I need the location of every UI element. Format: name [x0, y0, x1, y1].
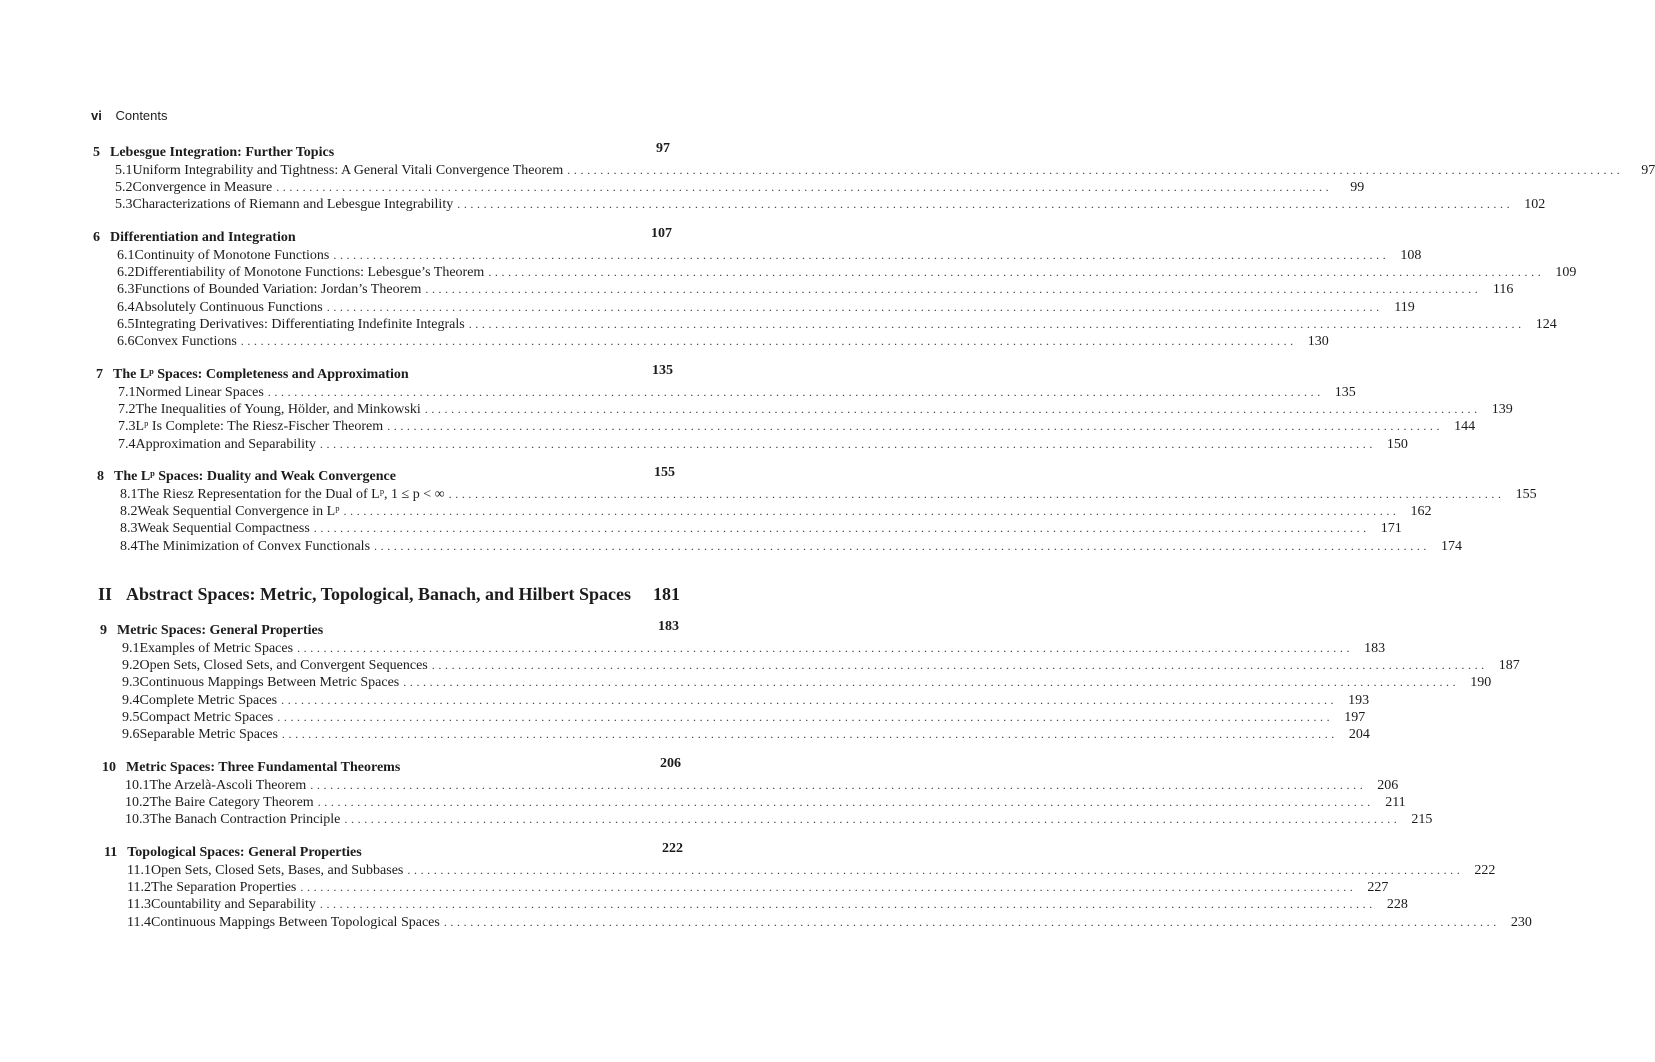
- section-title: The Banach Contraction Principle: [150, 812, 345, 828]
- section-number: 11.2: [127, 880, 151, 896]
- dot-leader: ................................................................................................................................................................: [319, 436, 1376, 451]
- section-number: 5.3: [115, 197, 133, 213]
- section-title: Normed Linear Spaces: [136, 385, 268, 401]
- dot-leader: ................................................................................................................................................................: [310, 778, 1367, 792]
- toc-entry[interactable]: [118, 419, 1476, 437]
- chapter-title-text: The Lᵖ Spaces: Duality and Weak Convergence: [114, 469, 396, 484]
- chapter-page: 183: [658, 619, 679, 634]
- chapter-title-text: Topological Spaces: General Properties: [127, 845, 362, 860]
- toc-entry[interactable]: [122, 641, 1386, 659]
- toc-entry[interactable]: [122, 675, 1492, 693]
- section-number: 9.5: [122, 709, 140, 725]
- dot-leader: ................................................................................................................................................................: [240, 334, 1297, 348]
- dot-leader: ................................................................................................................................................................: [297, 641, 1354, 655]
- chapter-number: 5: [93, 145, 100, 160]
- chapter-title: [96, 367, 409, 383]
- section-title: Convex Functions: [135, 334, 241, 350]
- section-page: 124: [1535, 316, 1557, 332]
- section-page: 211: [1385, 795, 1406, 811]
- chapter-number: 8: [97, 469, 104, 484]
- toc-entry[interactable]: [117, 282, 1514, 300]
- toc-entry[interactable]: [117, 334, 1329, 352]
- toc-entry[interactable]: [127, 897, 1408, 915]
- toc-entry[interactable]: [127, 914, 1532, 933]
- chapter-number: 7: [96, 367, 103, 382]
- section-number: 9.6: [122, 727, 140, 742]
- dot-leader: ................................................................................................................................................................: [276, 180, 1333, 195]
- section-number: 10.3: [125, 812, 150, 828]
- section-title: Continuous Mappings Between Metric Spaces: [140, 675, 404, 691]
- dot-leader: ................................................................................................................................................................: [443, 914, 1500, 929]
- chapter-title: [100, 623, 323, 639]
- section-page: 102: [1524, 197, 1546, 213]
- section-number: 5.1: [115, 163, 133, 178]
- part-title: Abstract Spaces: Metric, Topological, Banach, and Hilbert Spaces: [126, 584, 632, 604]
- section-title: Countability and Separability: [151, 897, 320, 913]
- section-title: Integrating Derivatives: Differentiating Indefinite Integrals: [135, 317, 469, 333]
- dot-leader: ................................................................................................................................................................: [281, 727, 1338, 741]
- section-page: 183: [1364, 641, 1386, 656]
- section-page: 190: [1470, 675, 1492, 691]
- section-page: 108: [1400, 248, 1422, 263]
- section-title: Convergence in Measure: [133, 180, 277, 196]
- section-number: 6.2: [117, 265, 135, 281]
- section-page: 227: [1367, 880, 1389, 896]
- dot-leader: ................................................................................................................................................................: [281, 692, 1338, 707]
- dot-leader: ................................................................................................................................................................: [387, 419, 1444, 434]
- section-title: Examples of Metric Spaces: [140, 641, 298, 657]
- chapter-title: [93, 230, 296, 246]
- section-page: 162: [1410, 504, 1432, 520]
- part-number: II: [98, 584, 113, 604]
- section-page: 155: [1515, 487, 1537, 502]
- dot-leader: ................................................................................................................................................................: [468, 316, 1525, 331]
- section-number: 7.1: [118, 385, 136, 400]
- section-title: Weak Sequential Compactness: [138, 521, 314, 537]
- toc-entry[interactable]: [122, 727, 1370, 745]
- section-page: 230: [1510, 914, 1532, 930]
- dot-leader: ................................................................................................................................................................: [300, 880, 1357, 895]
- section-number: 10.2: [125, 795, 150, 811]
- section-page: 116: [1492, 282, 1514, 298]
- section-title: Approximation and Separability: [136, 437, 320, 453]
- chapter-page: 135: [652, 363, 673, 378]
- chapter-page: 97: [656, 141, 670, 156]
- dot-leader: ................................................................................................................................................................: [326, 299, 1383, 314]
- chapter-page: 107: [651, 226, 672, 241]
- section-title: The Minimization of Convex Functionals: [138, 539, 375, 555]
- section-number: 9.4: [122, 692, 140, 708]
- chapter-title-text: Metric Spaces: General Properties: [117, 623, 324, 638]
- dot-leader: ................................................................................................................................................................: [425, 282, 1482, 297]
- section-page: 197: [1344, 709, 1366, 725]
- section-number: 6.1: [117, 248, 135, 263]
- chapter-page: 206: [660, 756, 681, 771]
- section-title: Compact Metric Spaces: [140, 710, 278, 726]
- section-title: Absolutely Continuous Functions: [135, 300, 327, 316]
- section-page: 139: [1491, 402, 1513, 418]
- dot-leader: ................................................................................................................................................................: [567, 163, 1624, 177]
- dot-leader: ................................................................................................................................................................: [431, 658, 1488, 673]
- toc-entry[interactable]: [118, 436, 1408, 455]
- section-number: 9.2: [122, 658, 140, 674]
- toc-entry[interactable]: [117, 248, 1422, 266]
- section-page: 222: [1474, 863, 1496, 878]
- toc-entry[interactable]: [118, 402, 1513, 420]
- toc-entry[interactable]: [115, 163, 1655, 181]
- chapter-title-text: Metric Spaces: Three Fundamental Theorems: [126, 760, 401, 775]
- dot-leader: ................................................................................................................................................................: [407, 863, 1464, 877]
- section-number: 6.5: [117, 316, 135, 332]
- section-number: 7.3: [118, 419, 136, 435]
- section-number: 8.3: [120, 521, 138, 537]
- chapter-title: [97, 469, 396, 485]
- dot-leader: ................................................................................................................................................................: [313, 521, 1370, 536]
- header-page-number: vi: [91, 108, 102, 123]
- section-number: 8.1: [120, 487, 138, 502]
- section-page: 97: [1641, 163, 1655, 178]
- toc-entry[interactable]: [120, 487, 1537, 505]
- section-page: 144: [1454, 419, 1476, 435]
- section-page: 171: [1380, 521, 1402, 537]
- section-page: 119: [1394, 299, 1415, 315]
- toc-entry[interactable]: [117, 265, 1577, 283]
- dot-leader: ................................................................................................................................................................: [457, 197, 1514, 212]
- toc-entry[interactable]: [120, 538, 1463, 557]
- toc-entry[interactable]: [118, 385, 1356, 403]
- chapter-title: [93, 145, 334, 161]
- section-page: 109: [1555, 265, 1577, 281]
- chapter-number: 6: [93, 230, 100, 245]
- section-title: Differentiability of Monotone Functions: Lebesgue’s Theorem: [135, 265, 489, 281]
- section-number: 6.6: [117, 334, 135, 349]
- chapter-page: 222: [662, 841, 683, 856]
- section-title: Separable Metric Spaces: [140, 727, 282, 743]
- toc-entry[interactable]: [125, 795, 1406, 813]
- toc-entry[interactable]: [120, 521, 1402, 539]
- section-page: 187: [1498, 658, 1520, 674]
- section-title: The Inequalities of Young, Hölder, and Minkowski: [136, 402, 425, 418]
- section-title: Weak Sequential Convergence in Lᵖ: [138, 504, 344, 520]
- section-page: 228: [1386, 897, 1408, 913]
- dot-leader: ................................................................................................................................................................: [319, 897, 1376, 912]
- section-title: The Arzelà-Ascoli Theorem: [150, 778, 311, 794]
- dot-leader: ................................................................................................................................................................: [374, 538, 1431, 553]
- chapter-number: 10: [102, 760, 116, 775]
- chapter-title-text: Differentiation and Integration: [110, 230, 296, 245]
- section-number: 5.2: [115, 180, 133, 196]
- section-number: 8.4: [120, 538, 138, 554]
- header-title: Contents: [115, 108, 168, 123]
- toc-entry[interactable]: [117, 316, 1557, 335]
- section-title: Open Sets, Closed Sets, and Convergent Sequences: [140, 658, 432, 674]
- part-page: 181: [653, 584, 680, 604]
- toc-entry[interactable]: [120, 504, 1432, 522]
- dot-leader: ................................................................................................................................................................: [343, 504, 1400, 519]
- dot-leader: ................................................................................................................................................................: [333, 248, 1390, 262]
- running-header: [91, 108, 168, 123]
- section-title: Functions of Bounded Variation: Jordan’s Theorem: [135, 282, 426, 298]
- section-page: 204: [1348, 727, 1370, 742]
- section-title: Open Sets, Closed Sets, Bases, and Subbases: [151, 863, 407, 879]
- chapter-number: 11: [104, 845, 118, 860]
- dot-leader: ................................................................................................................................................................: [448, 487, 1505, 501]
- section-title: Continuity of Monotone Functions: [135, 248, 334, 264]
- toc-entry[interactable]: [115, 180, 1365, 198]
- section-number: 11.3: [127, 897, 151, 913]
- toc-entry[interactable]: [117, 299, 1415, 318]
- section-page: 193: [1348, 692, 1370, 708]
- dot-leader: ................................................................................................................................................................: [488, 265, 1545, 280]
- dot-leader: ................................................................................................................................................................: [277, 709, 1334, 724]
- section-number: 6.4: [117, 299, 135, 315]
- section-page: 150: [1386, 436, 1408, 452]
- section-title: Complete Metric Spaces: [140, 693, 282, 709]
- section-page: 215: [1411, 812, 1433, 828]
- section-number: 9.1: [122, 641, 140, 656]
- section-number: 6.3: [117, 282, 135, 298]
- toc-entry[interactable]: [115, 197, 1546, 215]
- dot-leader: ................................................................................................................................................................: [267, 385, 1324, 399]
- section-number: 7.2: [118, 402, 136, 418]
- section-number: 9.3: [122, 675, 140, 691]
- dot-leader: ................................................................................................................................................................: [424, 402, 1481, 417]
- section-number: 7.4: [118, 436, 136, 452]
- chapter-number: 9: [100, 623, 107, 638]
- section-title: Characterizations of Riemann and Lebesgue Integrability: [133, 197, 458, 213]
- section-page: 135: [1334, 385, 1356, 400]
- toc-entry[interactable]: [122, 658, 1520, 676]
- section-number: 11.1: [127, 863, 151, 878]
- toc-entry[interactable]: [122, 692, 1370, 711]
- toc-entry[interactable]: [125, 778, 1399, 796]
- toc-entry[interactable]: [122, 709, 1366, 728]
- chapter-page: 155: [654, 465, 675, 480]
- section-number: 11.4: [127, 914, 151, 930]
- dot-leader: ................................................................................................................................................................: [403, 675, 1460, 690]
- toc-entry[interactable]: [125, 812, 1433, 830]
- chapter-title: [104, 845, 362, 861]
- chapter-title-text: The Lᵖ Spaces: Completeness and Approximation: [113, 367, 409, 382]
- section-page: 99: [1350, 180, 1365, 196]
- section-title: Continuous Mappings Between Topological Spaces: [151, 915, 444, 931]
- part-heading: [98, 584, 680, 605]
- section-title: Uniform Integrability and Tightness: A General Vitali Convergence Theorem: [133, 163, 568, 179]
- section-title: The Riesz Representation for the Dual of Lᵖ, 1 ≤ p < ∞: [138, 487, 449, 503]
- section-number: 10.1: [125, 778, 150, 793]
- section-number: 8.2: [120, 504, 138, 520]
- section-title: The Baire Category Theorem: [150, 795, 318, 811]
- section-page: 174: [1441, 538, 1463, 554]
- dot-leader: ................................................................................................................................................................: [317, 795, 1374, 810]
- dot-leader: ................................................................................................................................................................: [344, 812, 1401, 827]
- section-page: 130: [1307, 334, 1329, 349]
- toc-entry[interactable]: [127, 880, 1389, 898]
- chapter-title-text: Lebesgue Integration: Further Topics: [110, 145, 335, 160]
- section-page: 206: [1377, 778, 1399, 793]
- section-title: The Separation Properties: [151, 880, 300, 896]
- toc-entry[interactable]: [127, 863, 1496, 881]
- section-title: Lᵖ Is Complete: The Riesz-Fischer Theorem: [136, 419, 388, 435]
- chapter-title: [102, 760, 400, 776]
